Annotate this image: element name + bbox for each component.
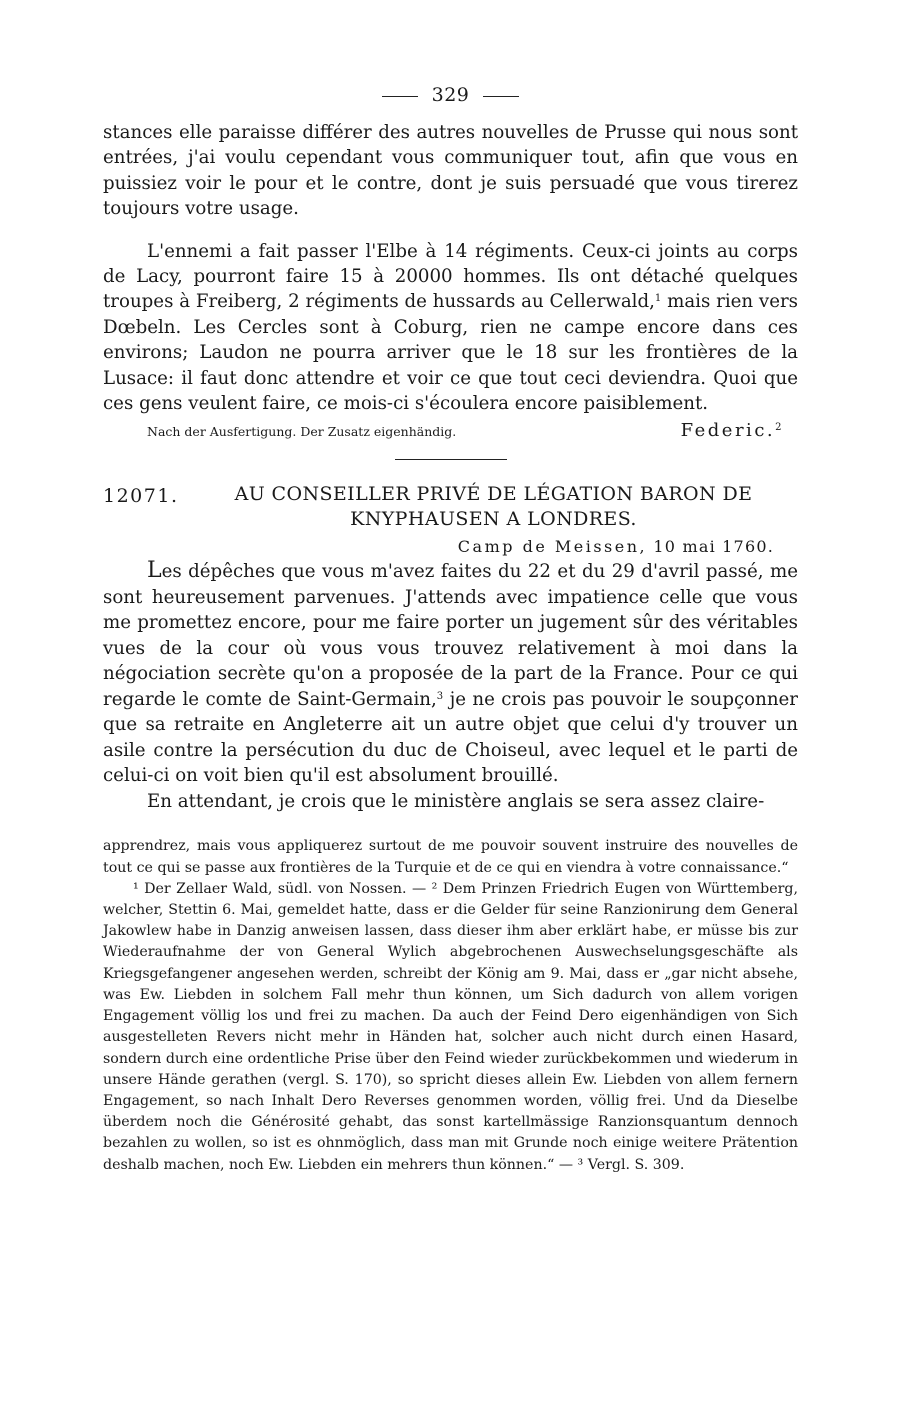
document-paragraph-1-part-2: je ne crois pas pouvoir le soupçonner que sa retraite en Angleterre ait un autre objet que celui d'y trouver un asile contre la persécution du duc de Choiseul, avec lequel et le parti de celui-ci on voit bien qu'il est absolument brouillé. — [103, 688, 798, 787]
header-dash-left — [382, 96, 418, 97]
footnote-continuation: apprendrez, mais vous appliquerez surtout de me pouvoir souvent instruire des nouvelles de tout ce qui se passe aux frontières de la Turquie et de ce qui en viendra à votre connaissance.“ — [103, 838, 798, 876]
page-header — [103, 84, 798, 120]
drop-capital: L — [147, 558, 162, 584]
dateline-place: Camp de Meissen, — [457, 537, 648, 557]
document-number: 12071. — [103, 485, 179, 508]
source-note: Nach der Ausfertigung. Der Zusatz eigenhändig. — [147, 424, 457, 440]
page-number: 329 — [431, 84, 470, 106]
signature — [681, 420, 784, 441]
footnote-ref-1: 1 — [654, 293, 662, 305]
footnotes-block: ¹ Der Zellaer Wald, südl. von Nossen. — ² Dem Prinzen Friedrich Eugen von Württemberg, welcher, Stettin 6. Mai, gemeldet hatte, dass er die Gelder für seine Ranzionirung dem General Jakowlew habe in Danzig anweisen lassen, dass dieser ihm aber erklärt habe, er müsse bis zur Wiederaufnahme der von General Wylich abgebrochenen Auswechselungsgeschäfte als Kriegsgefangener angesehen werden, schreibt der König am 9. Mai, dass er „gar nicht absehe, was Ew. Liebden in solchem Fall mehr thun können, um Sich dadurch von allem vorigen Engagement völlig los und frei zu machen. Da auch der Feind Dero eigenhändigen von Sich ausgestelleten Revers nicht mehr in Händen hat, solcher auch nicht durch einen Hasard, sondern durch eine ordentliche Prise über den Feind wieder zurückbekommen und wiederum in unsere Hände gerathen (vergl. S. 170), so spricht dieses allein Ew. Liebden von allem fernern Engagement, so nach Inhalt Dero Reverses genommen worden, völlig frei. Und da Dieselbe überdem noch die Générosité gehabt, das sonst kartellmässige Ranzionsquantum dennoch bezahlen zu wollen, so ist es ohnmöglich, dass man mit Grunde noch einige weitere Prätention deshalb machen, noch Ew. Liebden ein mehrers thun können.“ — ³ Vergl. S. 309. — [103, 880, 798, 1173]
header-dash-right — [483, 96, 519, 97]
signature-text: Federic. — [680, 420, 776, 442]
letter-paragraph-2-part-2: mais rien vers Dœbeln. Les Cercles sont à Coburg, rien ne campe encore dans ces environs; Laudon ne pourra arriver que le 18 sur les frontières de la Lusace: il faut donc attendre et voir ce que tout ceci deviendra. Quoi que ces gens veulent faire, ce mois-ci s'écoulera encore paisiblement. — [103, 291, 798, 415]
letter-paragraph-2 — [103, 239, 798, 417]
dateline — [103, 537, 774, 556]
document-paragraph-1 — [103, 558, 798, 789]
document-paragraph-2: En attendant, je crois que le ministère anglais se sera assez claire- — [147, 790, 765, 812]
dateline-date: 10 mai 1760. — [653, 537, 774, 557]
section-divider — [395, 459, 507, 460]
letter-paragraph-2-part-1: L'ennemi a fait passer l'Elbe à 14 régiments. Ceux-ci joints au corps de Lacy, pourront faire 15 à 20000 hommes. Ils ont détaché quelques troupes à Freiberg, 2 régiments de hussards au Cellerwald, — [103, 240, 798, 313]
footnote-ref-3: 3 — [436, 690, 444, 702]
footnote-ref-2: 2 — [775, 422, 784, 434]
document-paragraph-1-part-1: es dépêches que vous m'avez faites du 22 et du 29 d'avril passé, me sont heureusement parvenues. J'attends avec impatience celle que vous me promettez encore, pour me faire porter un jugement sûr des véritables vues de la cour où vous vous trouvez relativement à moi dans la négociation secrète qu'on a proposée de la part de la France. Pour ce qui regarde le comte de Saint-Germain, — [103, 561, 798, 710]
letter-paragraph-1: stances elle paraisse différer des autres nouvelles de Prusse qui nous sont entrées, j'ai voulu cependant vous communiquer tout, afin que vous en puissiez voir le pour et le contre, dont je suis persuadé que vous tirerez toujours votre usage. — [103, 122, 798, 220]
paragraph-gap — [103, 222, 798, 239]
page — [103, 84, 798, 1176]
document-title: AU CONSEILLER PRIVÉ DE LÉGATION BARON DE KNYPHAUSEN A LONDRES. — [234, 483, 753, 531]
letter-closing — [103, 420, 798, 441]
document-heading — [103, 482, 798, 532]
